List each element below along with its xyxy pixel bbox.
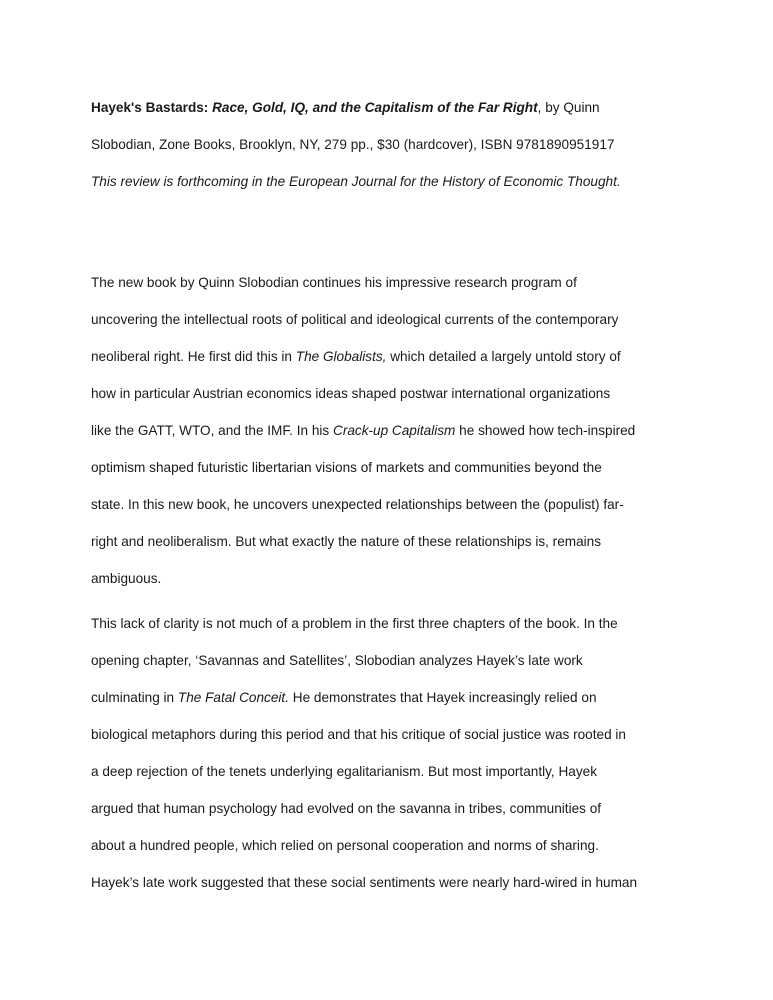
text-line: This lack of clarity is not much of a problem in the first three chapters of the book. In the bbox=[91, 616, 618, 631]
text-line: ambiguous. bbox=[91, 571, 162, 586]
text-line: about a hundred people, which relied on personal cooperation and norms of sharing. bbox=[91, 838, 599, 853]
text-line: like the GATT, WTO, and the IMF. In his Crack-up Capitalism he showed how tech-inspired bbox=[91, 423, 636, 438]
text-line: Hayek’s late work suggested that these social sentiments were nearly hard-wired in human bbox=[91, 875, 638, 890]
text-line: biological metaphors during this period and that his critique of social justice was rooted in bbox=[91, 727, 626, 742]
citation-header bbox=[91, 89, 693, 200]
paragraph-1 bbox=[91, 264, 693, 597]
text-line: neoliberal right. He first did this in The Globalists, which detailed a largely untold story of bbox=[91, 349, 621, 364]
book-title-main: Hayek's Bastards: bbox=[91, 100, 213, 115]
book-title-fatal-conceit: The Fatal Conceit. bbox=[177, 690, 289, 705]
text-line: how in particular Austrian economics ideas shaped postwar international organizations bbox=[91, 386, 611, 401]
text-line: a deep rejection of the tenets underlying egalitarianism. But most importantly, Hayek bbox=[91, 764, 598, 779]
forthcoming-note: This review is forthcoming in the European Journal for the History of Economic Thought. bbox=[91, 174, 621, 189]
book-title-globalists: The Globalists, bbox=[295, 349, 387, 364]
text-line: uncovering the intellectual roots of political and ideological currents of the contemporary bbox=[91, 312, 619, 327]
book-title-crack-up: Crack-up Capitalism bbox=[333, 423, 456, 438]
text-line: argued that human psychology had evolved on the savanna in tribes, communities of bbox=[91, 801, 602, 816]
book-byline: , by Quinn bbox=[537, 100, 600, 115]
paragraph-2 bbox=[91, 605, 693, 901]
citation-line-2: Slobodian, Zone Books, Brooklyn, NY, 279 pp., $30 (hardcover), ISBN 9781890951917 bbox=[91, 137, 615, 152]
text-line: optimism shaped futuristic libertarian visions of markets and communities beyond the bbox=[91, 460, 602, 475]
text-line: opening chapter, ‘Savannas and Satellites’, Slobodian analyzes Hayek’s late work bbox=[91, 653, 583, 668]
citation-line-1 bbox=[91, 89, 693, 126]
text-line: right and neoliberalism. But what exactly the nature of these relationships is, remains bbox=[91, 534, 602, 549]
text-line: state. In this new book, he uncovers unexpected relationships between the (populist) far- bbox=[91, 497, 624, 512]
text-line: The new book by Quinn Slobodian continues his impressive research program of bbox=[91, 275, 577, 290]
book-title-subtitle: Race, Gold, IQ, and the Capitalism of the Far Right bbox=[212, 100, 538, 115]
text-line: culminating in The Fatal Conceit. He demonstrates that Hayek increasingly relied on bbox=[91, 690, 597, 705]
